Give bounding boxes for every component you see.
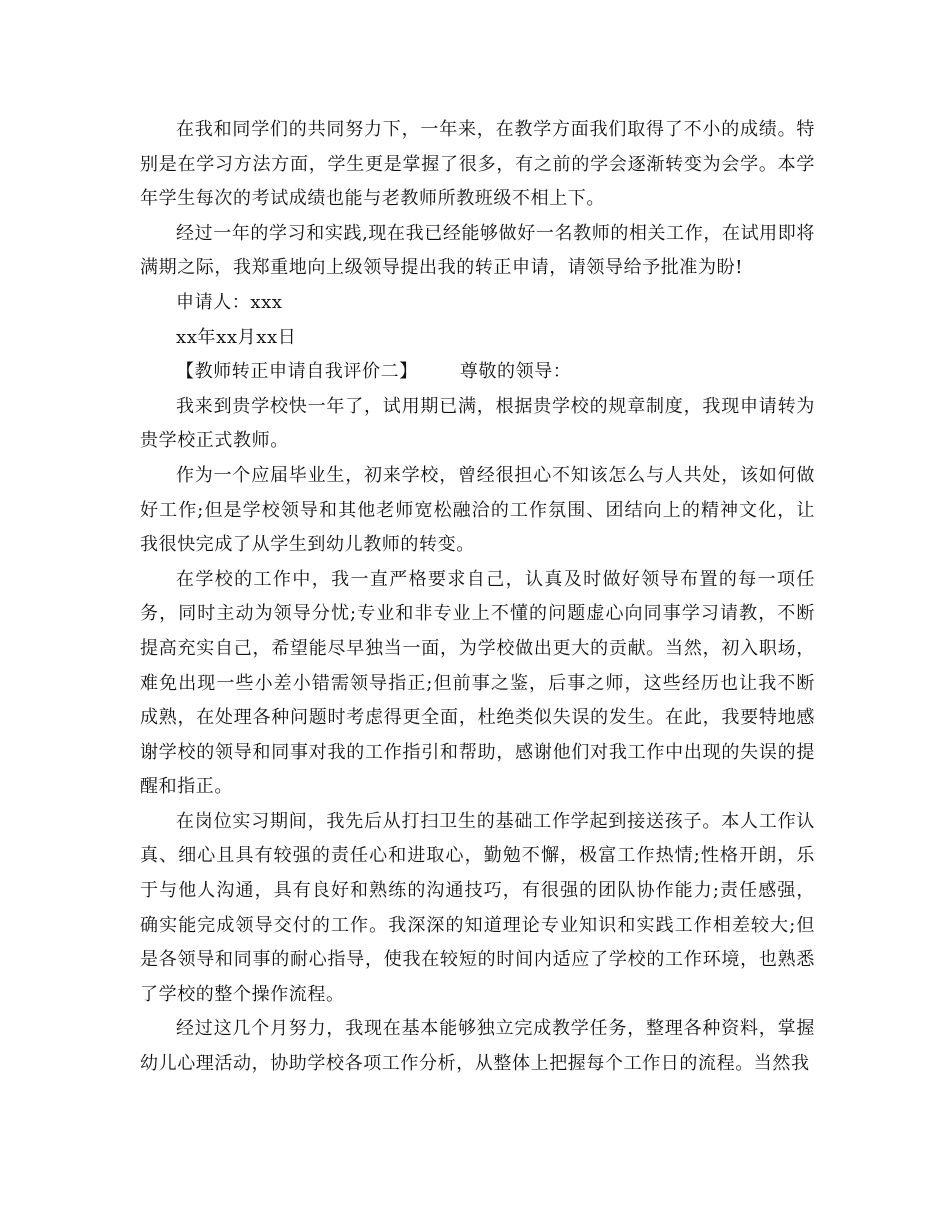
section-title: 【教师转正申请自我评价二】 <box>176 361 418 383</box>
paragraph-achievements: 在我和同学们的共同努力下，一年来，在教学方面我们取得了不小的成绩。特别是在学习方法方面，学生更是掌握了很多，有之前的学会逐渐转变为会学。本学年学生每次的考试成绩也能与老教师所教班级不相上下。 <box>140 119 815 210</box>
salutation: 尊敬的领导： <box>459 361 572 383</box>
paragraph-work-attitude: 在学校的工作中，我一直严格要求自己，认真及时做好领导布置的每一项任务，同时主动为领导分忧;专业和非专业上不懂的问题虚心向同事学习请教，不断提高充实自己，希望能尽早独当一面，为学校做出更大的贡献。当然，初入职场，难免出现一些小差小错需领导指正;但前事之鉴，后事之师，这些经历也让我不断成熟，在处理各种问题时考虑得更全面，杜绝类似失误的发生。在此，我要特地感谢学校的领导和同事对我的工作指引和帮助，感谢他们对我工作中出现的失误的提醒和指正。 <box>140 568 815 798</box>
paragraph-request: 经过一年的学习和实践,现在我已经能够做好一名教师的相关工作，在试用即将满期之际，我郑重地向上级领导提出我的转正申请，请领导给予批准为盼! <box>140 222 815 279</box>
applicant-line: 申请人：xxx <box>176 291 283 313</box>
date-line: xx年xx月xx日 <box>176 326 297 348</box>
paragraph-adaptation: 作为一个应届毕业生，初来学校，曾经很担心不知该怎么与人共处，该如何做好工作;但是学校领导和其他老师宽松融洽的工作氛围、团结向上的精神文化，让我很快完成了从学生到幼儿教师的转变。 <box>140 464 815 556</box>
document-body <box>140 113 815 1082</box>
paragraph-intro: 我来到贵学校快一年了，试用期已满，根据贵学校的规章制度，我现申请转为贵学校正式教师。 <box>140 395 815 452</box>
paragraph-internship: 在岗位实习期间，我先后从打扫卫生的基础工作学起到接送孩子。本人工作认真、细心且具有较强的责任心和进取心，勤勉不懈，极富工作热情;性格开朗，乐于与他人沟通，具有良好和熟练的沟通技巧，有很强的团队协作能力;责任感强，确实能完成领导交付的工作。我深深的知道理论专业知识和实践工作相差较大;但是各领导和同事的耐心指导，使我在较短的时间内适应了学校的工作环境，也熟悉了学校的整个操作流程。 <box>140 810 815 1005</box>
paragraph-progress: 经过这几个月努力，我现在基本能够独立完成教学任务，整理各种资料，掌握幼儿心理活动，协助学校各项工作分析，从整体上把握每个工作日的流程。当然我 <box>140 1018 815 1075</box>
section-heading-line <box>140 355 815 390</box>
